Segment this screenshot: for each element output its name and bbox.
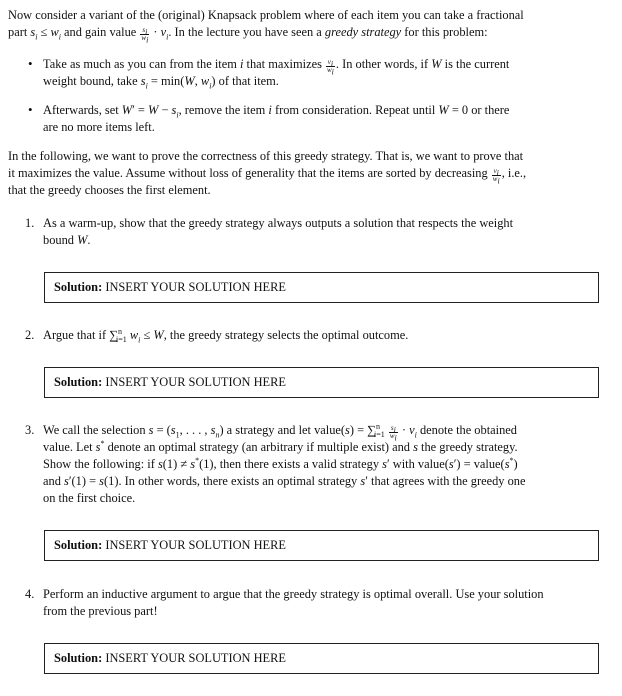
solution-label: Solution: [54,280,103,294]
bullet-icon: • [28,56,33,71]
bullet-1-line-1: Take as much as you can from the item i that maximizes $\frac{v_i}{w_i}$ . In other words, if W is the current [43,57,510,77]
solution-box-4[interactable] [44,643,599,674]
question-4-line-1: Perform an inductive argument to argue that the greedy strategy is optimal overall. Use your solution [43,587,544,601]
bullet-2-line-2: are no more items left. [43,120,155,134]
question-3-line-5: on the first choice. [43,491,136,505]
bullet-icon: • [28,102,33,117]
question-4-line-2: from the previous part! [43,604,158,618]
solution-placeholder: INSERT YOUR SOLUTION HERE [105,651,286,665]
question-number: 2. [25,328,35,342]
solution-box-2[interactable] [44,367,599,398]
para-line-1: In the following, we want to prove the correctness of this greedy strategy. That is, we want to prove that [8,149,524,163]
solution-label: Solution: [54,375,103,389]
solution-placeholder: INSERT YOUR SOLUTION HERE [105,538,286,552]
para-line-3: that the greedy chooses the first element. [8,183,211,197]
question-3-line-3: Show the following: if s(1) ≠ s*(1), then there exists a valid strategy s′ with value(s′) = value(s*) [43,455,518,471]
solution-placeholder: INSERT YOUR SOLUTION HERE [105,375,286,389]
question-number: 3. [25,423,35,437]
solution-box-1[interactable] [44,272,599,303]
question-3-line-4: and s′(1) = s(1). In other words, there exists an optimal strategy s′ that agrees with the greedy one [43,474,526,488]
intro-line-2: part $s_i \le w_i$ and gain value $\frac{s_i}{w_i}$ · $v_i$. In the lecture you have seen a greedy strategy for this problem: [8,25,488,45]
solution-box-3[interactable] [44,530,599,561]
solution-label: Solution: [54,651,103,665]
bullet-2-line-1: Afterwards, set $W' = W - s_i$, remove the item i from consideration. Repeat until W = 0 or there [43,103,510,120]
question-1-line-1: As a warm-up, show that the greedy strategy always outputs a solution that respects the weight [43,216,514,230]
intro-line-1: Now consider a variant of the (original) Knapsack problem where of each item you can take a fractional [8,8,524,22]
para-line-2: it maximizes the value. Assume without loss of generality that the items are sorted by decreasing $\frac{v_i}{w_i}$ , i.e., [8,166,527,186]
question-1-line-2: bound W. [43,233,91,247]
question-2-line-1: Argue that if ∑$^n_{i=1}$ $w_i \le W$, the greedy strategy selects the optimal outcome. [43,326,409,345]
question-number: 4. [25,587,35,601]
bullet-1-line-2: weight bound, take $s_i = \min(W$, $w_i$) of that item. [43,74,279,91]
question-number: 1. [25,216,35,230]
question-3-line-2: value. Let s* denote an optimal strategy (an arbitrary if multiple exist) and s the greedy strategy. [43,438,518,454]
solution-label: Solution: [54,538,103,552]
solution-placeholder: INSERT YOUR SOLUTION HERE [105,280,286,294]
question-3-line-1: We call the selection $s = (s_1$, . . . , $s_n$) a strategy and let value(s) = ∑$^n_{i=1}$ $\frac{s_i}{w_i}$ · $v_i$ denote the obtained [43,421,517,443]
